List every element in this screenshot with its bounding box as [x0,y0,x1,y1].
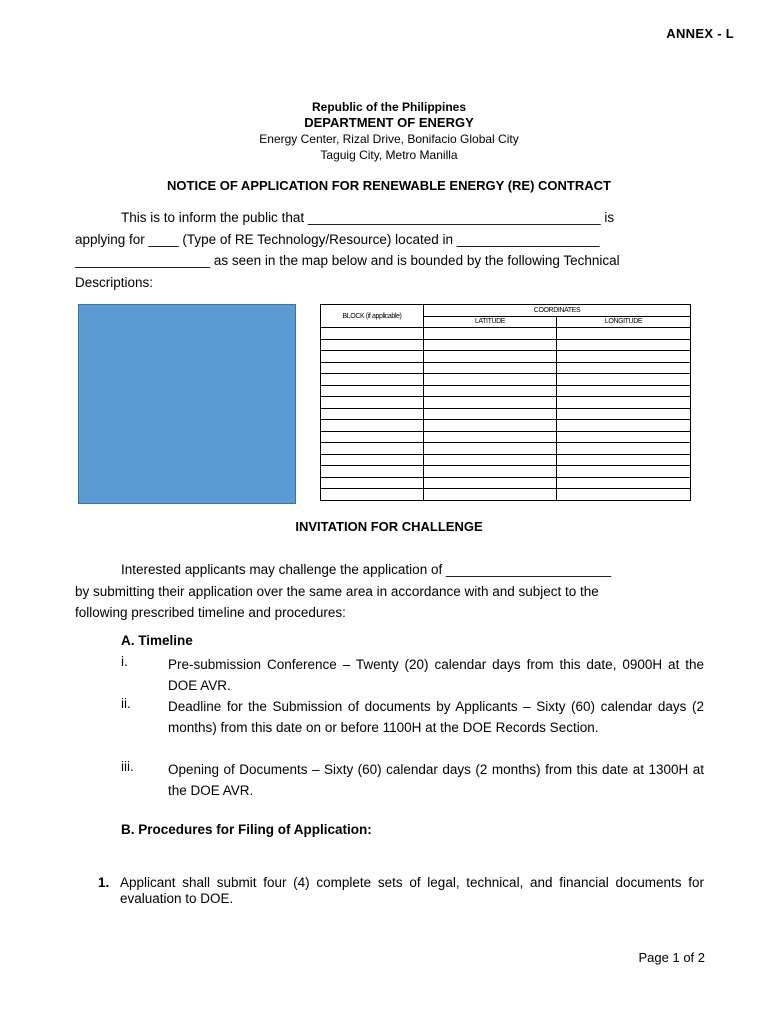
table-row [321,431,691,443]
procedure-step-text: Applicant shall submit four (4) complete sets of legal, technical, and financial documents for evaluation to DOE. [120,875,704,906]
intro-line-1: This is to inform the public that _______________________________________ is [121,210,615,225]
timeline-item-text: Deadline for the Submission of documents by Applicants – Sixty (60) calendar days (2 months) from this date on or before 1100H at the DOE Records Section. [168,699,704,735]
table-cell [321,489,424,501]
procedure-step-num: 1. [98,875,110,890]
table-cell [557,339,691,351]
table-cell [424,339,557,351]
procedure-step [98,875,704,907]
table-row [321,466,691,478]
table-cell [321,351,424,363]
table-cell [321,454,424,466]
table-cell [557,397,691,409]
table-cell [424,454,557,466]
table-row [321,454,691,466]
table-row [321,397,691,409]
table-cell [321,477,424,489]
timeline-heading: A. Timeline [121,633,193,648]
table-cell [557,466,691,478]
table-cell [424,466,557,478]
header-department: DEPARTMENT OF ENERGY [304,115,474,130]
header-address-2: Taguig City, Metro Manilla [320,148,458,162]
timeline-item-num: ii. [121,696,131,711]
header-address-1: Energy Center, Rizal Drive, Bonifacio Global City [259,132,519,146]
table-cell [557,420,691,432]
table-row [321,443,691,455]
table-cell [424,374,557,386]
table-cell [557,351,691,363]
intro-line-3: __________________ as seen in the map below and is bounded by the following Technical [75,253,620,268]
table-cell [424,351,557,363]
table-cell [557,328,691,340]
table-row [321,328,691,340]
table-cell [321,328,424,340]
table-cell [321,408,424,420]
table-row [321,477,691,489]
annex-label: ANNEX - L [666,26,734,41]
invitation-line-2: by submitting their application over the same area in accordance with and subject to the [75,583,599,599]
invitation-paragraph [75,559,704,624]
intro-line-4: Descriptions: [75,274,154,290]
table-row [321,420,691,432]
coordinates-header: COORDINATES [424,305,691,317]
table-row [321,362,691,374]
table-cell [557,454,691,466]
table-cell [321,443,424,455]
table-cell [424,443,557,455]
table-row [321,385,691,397]
timeline-item-num: i. [121,654,128,669]
table-cell [424,431,557,443]
procedures-heading: B. Procedures for Filing of Application: [121,822,372,837]
table-cell [557,443,691,455]
table-cell [321,385,424,397]
invitation-line-3: following prescribed timeline and procedures: [75,605,346,620]
table-cell [424,385,557,397]
block-header: BLOCK (if applicable) [321,305,424,328]
table-row [321,408,691,420]
table-cell [424,489,557,501]
table-row [321,351,691,363]
table-cell [424,408,557,420]
table-cell [557,362,691,374]
notice-title: NOTICE OF APPLICATION FOR RENEWABLE ENERGY (RE) CONTRACT [167,178,611,193]
table-cell [321,466,424,478]
table-cell [557,374,691,386]
table-cell [557,477,691,489]
table-cell [424,420,557,432]
table-cell [557,408,691,420]
table-cell [557,489,691,501]
header-republic: Republic of the Philippines [311,100,466,114]
invitation-title: INVITATION FOR CHALLENGE [295,519,483,534]
map-placeholder [78,304,296,504]
table-cell [557,431,691,443]
timeline-item-text: Pre-submission Conference – Twenty (20) calendar days from this date, 0900H at the DOE AVR. [168,657,704,693]
intro-paragraph [75,207,704,293]
timeline-item-num: iii. [121,759,134,774]
table-cell [321,374,424,386]
table-cell [424,397,557,409]
latitude-header: LATITUDE [424,316,557,328]
table-cell [321,397,424,409]
invitation-line-1: Interested applicants may challenge the application of ______________________ [121,562,612,577]
table-row [321,374,691,386]
table-cell [321,339,424,351]
coordinates-table [320,304,691,501]
table-cell [424,362,557,374]
table-cell [321,431,424,443]
page-number: Page 1 of 2 [638,950,705,965]
table-cell [424,328,557,340]
longitude-header: LONGITUDE [557,316,691,328]
intro-line-2: applying for ____ (Type of RE Technology/Resource) located in ___________________ [75,231,600,247]
table-cell [557,385,691,397]
table-cell [424,477,557,489]
table-row [321,339,691,351]
table-cell [321,362,424,374]
table-cell [321,420,424,432]
table-row [321,489,691,501]
timeline-item-text: Opening of Documents – Sixty (60) calendar days (2 months) from this date at 1300H at the DOE AVR. [168,762,704,798]
